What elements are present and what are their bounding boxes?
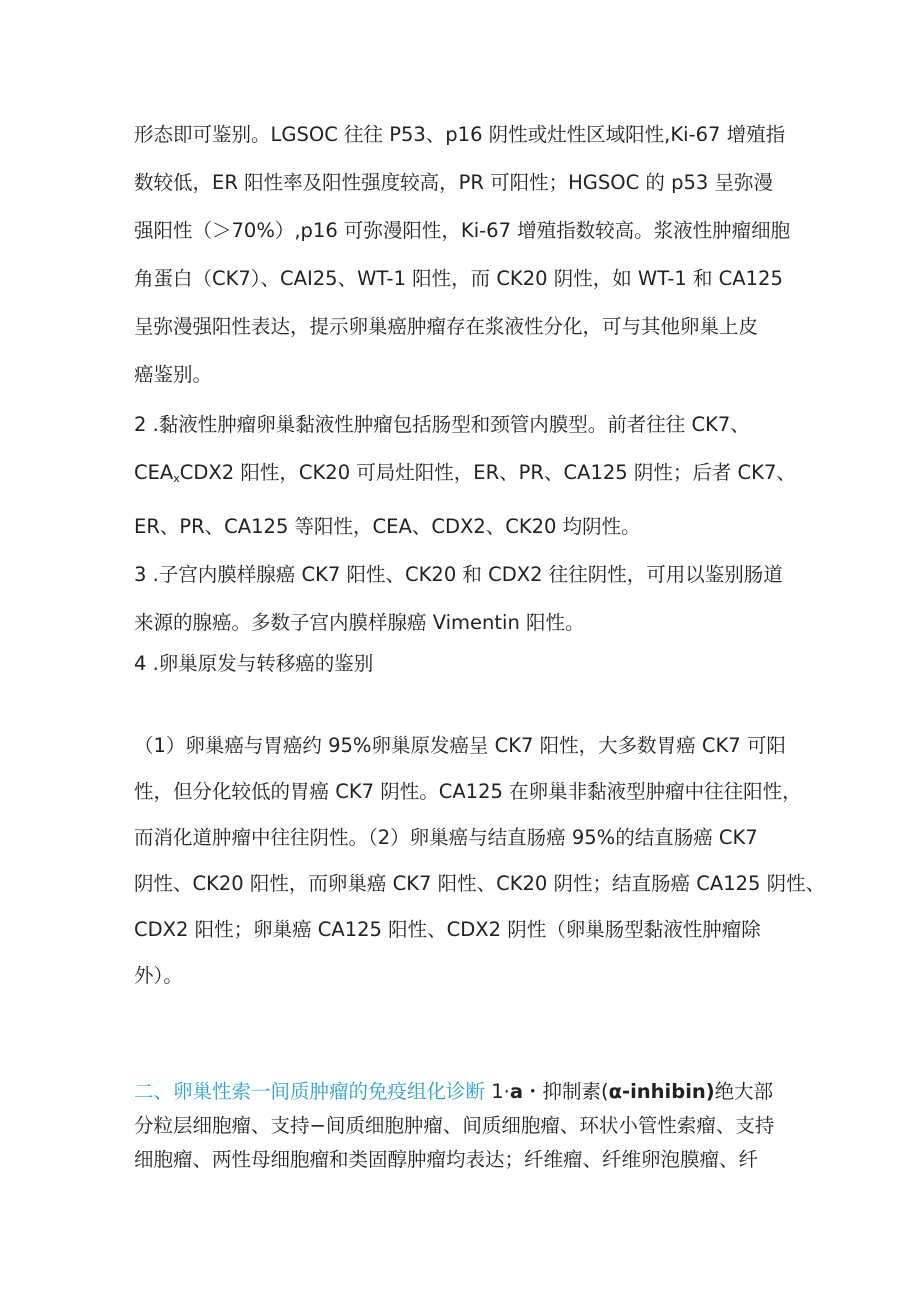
text-line: 2 .黏液性肿瘤卵巢黏液性肿瘤包括肠型和颈管内膜型。前者往往 CK7、 <box>134 413 750 436</box>
text-line: 外）。 <box>134 964 183 987</box>
text-line: 二、卵巢性索一间质肿瘤的免疫组化诊断 1·a・抑制素(α-inhibin)绝大部 <box>134 1080 774 1103</box>
paragraph-mucinous <box>134 401 794 647</box>
text-line: 数较低，ER 阳性率及阳性强度较高，PR 可阳性；HGSOC 的 p53 呈弥漫 <box>134 171 773 194</box>
text-line: 3 .子宫内膜样腺癌 CK7 阳性、CK20 和 CDX2 往往阴性，可用以鉴别肠道 <box>134 563 783 586</box>
text-line: 形态即可鉴别。LGSOC 往往 P53、p16 阴性或灶性区域阳性,Ki-67 增殖指 <box>134 123 786 146</box>
text-line: 来源的腺癌。多数子宫内膜样腺癌 Vimentin 阳性。 <box>134 611 585 634</box>
text-line: 分粒层细胞瘤、支持−间质细胞肿瘤、间质细胞瘤、环状小管性索瘤、支持 <box>134 1114 775 1137</box>
text-line: 性，但分化较低的胃癌 CK7 阴性。CA125 在卵巢非黏液型肿瘤中往往阳性， <box>134 780 802 803</box>
section-title-primary-vs-metastatic: 4 .卵巢原发与转移癌的鉴别 <box>134 652 374 675</box>
text-line: 而消化道肿瘤中往往阴性。（2）卵巢癌与结直肠癌 95%的结直肠癌 CK7 <box>134 826 758 849</box>
paragraph-sex-cord-stromal <box>134 1075 794 1177</box>
text-line: 细胞瘤、两性母细胞瘤和类固醇肿瘤均表达；纤维瘤、纤维卵泡膜瘤、纤 <box>134 1148 759 1171</box>
section-heading: 二、卵巢性索一间质肿瘤的免疫组化诊断 <box>134 1080 486 1103</box>
text-line: 阴性、CK20 阳性，而卵巢癌 CK7 阳性、CK20 阴性；结直肠癌 CA125 阴性、 <box>134 872 826 895</box>
text-line: （1）卵巢癌与胃癌约 95%卵巢原发癌呈 CK7 阳性，大多数胃癌 CK7 可阳 <box>134 734 786 757</box>
text-line: 癌鉴别。 <box>134 363 213 386</box>
paragraph-ovarian-serous <box>134 111 794 399</box>
paragraph-primary-vs-metastatic <box>134 723 826 999</box>
text-line: 角蛋白（CK7）、CAI25、WT-1 阳性，而 CK20 阴性，如 WT-1 和 CA125 <box>134 267 783 290</box>
text-line: $CEA_xCDX2$ 阳性，CK20 可局灶阳性，ER、PR、CA125 阴性；后者 CK7、 <box>134 461 796 485</box>
text-line: ER、PR、CA125 等阳性，CEA、CDX2、CK20 均阴性。 <box>134 515 641 538</box>
text-line: 强阳性（＞70%）,p16 可弥漫阳性，Ki-67 增殖指数较高。浆液性肿瘤细胞 <box>134 219 791 242</box>
text-line: CDX2 阳性；卵巢癌 CA125 阳性、CDX2 阴性（卵巢肠型黏液性肿瘤除 <box>134 918 761 941</box>
text-line: 呈弥漫强阳性表达，提示卵巢癌肿瘤存在浆液性分化，可与其他卵巢上皮 <box>134 315 759 338</box>
